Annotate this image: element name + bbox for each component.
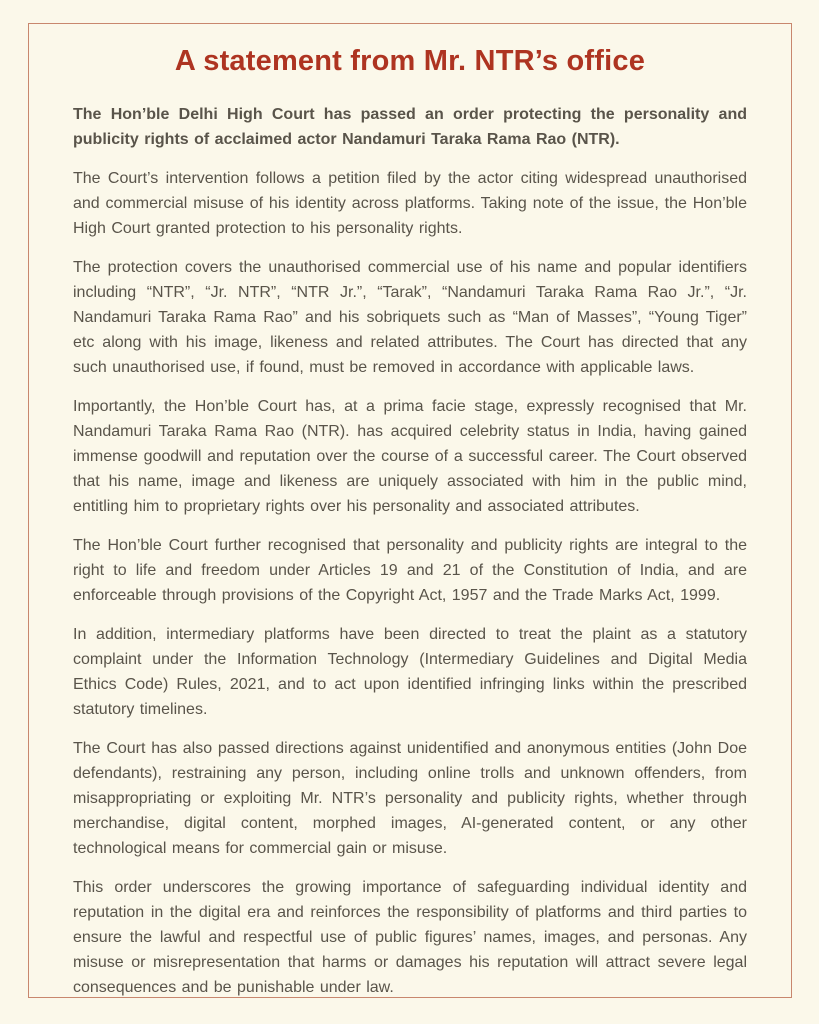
statement-paragraph-1: The Hon’ble Delhi High Court has passed an order protecting the personality and publicity rights of acclaimed actor Nandamuri Taraka Rama Rao (NTR).	[73, 106, 747, 148]
page-title: A statement from Mr. NTR’s office	[174, 45, 646, 77]
statement-paragraph-5: The Hon’ble Court further recognised that personality and publicity rights are integral to the right to life and freedom under Articles 19 and 21 of the Constitution of India, and are enforceable through provisions of the Copyright Act, 1957 and the Trade Marks Act, 1999.	[73, 537, 747, 604]
statement-paragraph-8: This order underscores the growing importance of safeguarding individual identity and reputation in the digital era and reinforces the responsibility of platforms and third parties to ensure the lawful and respectful use of public figures’ names, images, and personas. Any misuse or misrepresentation that harms or damages his reputation will attract severe legal consequences and be punishable under law.	[73, 879, 747, 996]
statement-paragraph-6: In addition, intermediary platforms have been directed to treat the plaint as a statutory complaint under the Information Technology (Intermediary Guidelines and Digital Media Ethics Code) Rules, 2021, and to act upon identified infringing links within the prescribed statutory timelines.	[73, 626, 747, 718]
statement-paragraph-4: Importantly, the Hon’ble Court has, at a prima facie stage, expressly recognised that Mr. Nandamuri Taraka Rama Rao (NTR). has acquired celebrity status in India, having gained immense goodwill and reputation over the course of a successful career. The Court observed that his name, image and likeness are uniquely associated with him in the public mind, entitling him to proprietary rights over his personality and associated attributes.	[73, 398, 747, 515]
statement-paragraph-3: The protection covers the unauthorised commercial use of his name and popular identifiers including “NTR”, “Jr. NTR”, “NTR Jr.”, “Tarak”, “Nandamuri Taraka Rama Rao Jr.”, “Jr. Nandamuri Taraka Rama Rao” and his sobriquets such as “Man of Masses”, “Young Tiger” etc along with his image, likeness and related attributes. The Court has directed that any such unauthorised use, if found, must be removed in accordance with applicable laws.	[73, 259, 747, 376]
statement-paragraph-7: The Court has also passed directions against unidentified and anonymous entities (John Doe defendants), restraining any person, including online trolls and unknown offenders, from misappropriating or exploiting Mr. NTR’s personality and publicity rights, whether through merchandise, digital content, morphed images, AI-generated content, or any other technological means for commercial gain or misuse.	[73, 740, 747, 857]
statement-paragraph-2: The Court’s intervention follows a petition filed by the actor citing widespread unauthorised and commercial misuse of his identity across platforms. Taking note of the issue, the Hon’ble High Court granted protection to his personality rights.	[73, 170, 747, 237]
statement-body	[73, 102, 747, 998]
statement-card	[28, 23, 792, 998]
